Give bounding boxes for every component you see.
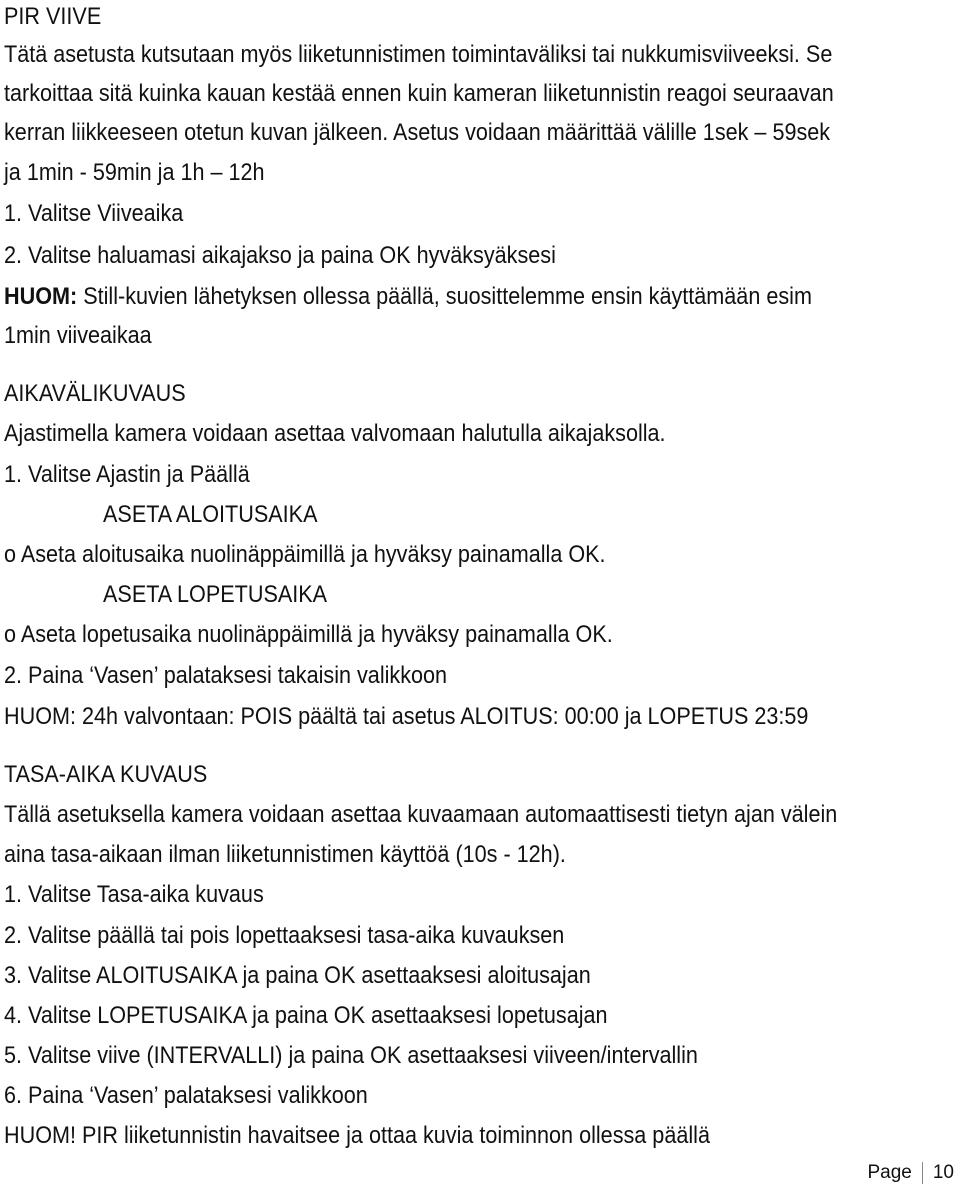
interval-start-heading: ASETA ALOITUSAIKA	[103, 501, 318, 528]
pir-title: PIR VIIVE	[4, 3, 102, 30]
pir-paragraph-line-3: kerran liikkeeseen otetun kuvan jälkeen. Asetus voidaan määrittää välille 1sek – 59sek	[4, 119, 831, 146]
pir-note-text: Still-kuvien lähetyksen ollessa päällä, suosittelemme ensin käyttämään esim	[77, 283, 812, 310]
interval-step-2: 2. Paina ‘Vasen’ palataksesi takaisin valikkoon	[4, 662, 448, 689]
interval-start-text: o Aseta aloitusaika nuolinäppäimillä ja hyväksy painamalla OK.	[4, 541, 606, 568]
timelapse-note: HUOM! PIR liiketunnistin havaitsee ja ottaa kuvia toiminnon ollessa päällä	[4, 1122, 710, 1149]
timelapse-step-1: 1. Valitse Tasa-aika kuvaus	[4, 881, 264, 908]
interval-end-heading: ASETA LOPETUSAIKA	[103, 581, 328, 608]
interval-intro: Ajastimella kamera voidaan asettaa valvomaan halutulla aikajaksolla.	[4, 420, 666, 447]
pir-note-label: HUOM:	[4, 283, 78, 310]
timelapse-step-4: 4. Valitse LOPETUSAIKA ja paina OK asettaaksesi lopetusajan	[4, 1002, 608, 1029]
page-footer	[867, 1161, 954, 1185]
interval-end-text: o Aseta lopetusaika nuolinäppäimillä ja hyväksy painamalla OK.	[4, 621, 613, 648]
timelapse-step-5: 5. Valitse viive (INTERVALLI) ja paina OK asettaaksesi viiveen/intervallin	[4, 1042, 698, 1069]
pir-step-1: 1. Valitse Viiveaika	[4, 200, 184, 227]
timelapse-title: TASA-AIKA KUVAUS	[4, 761, 208, 788]
page-number: 10	[932, 1162, 954, 1183]
interval-step-1: 1. Valitse Ajastin ja Päällä	[4, 461, 250, 488]
timelapse-step-6: 6. Paina ‘Vasen’ palataksesi valikkoon	[4, 1082, 368, 1109]
pir-paragraph-line-4: ja 1min - 59min ja 1h – 12h	[4, 159, 265, 186]
timelapse-intro-line-2: aina tasa-aikaan ilman liiketunnistimen käyttöä (10s - 12h).	[4, 841, 566, 868]
timelapse-step-2: 2. Valitse päällä tai pois lopettaaksesi tasa-aika kuvauksen	[4, 922, 565, 949]
interval-note: HUOM: 24h valvontaan: POIS päältä tai asetus ALOITUS: 00:00 ja LOPETUS 23:59	[4, 703, 809, 730]
pir-note	[4, 282, 812, 312]
interval-title: AIKAVÄLIKUVAUS	[4, 380, 186, 407]
timelapse-step-3: 3. Valitse ALOITUSAIKA ja paina OK asettaaksesi aloitusajan	[4, 962, 591, 989]
pir-note-continuation: 1min viiveaikaa	[4, 322, 152, 349]
timelapse-intro-line-1: Tällä asetuksella kamera voidaan asettaa kuvaamaan automaattisesti tietyn ajan välein	[4, 801, 838, 828]
pir-paragraph-line-2: tarkoittaa sitä kuinka kauan kestää ennen kuin kameran liiketunnistin reagoi seuraavan	[4, 80, 834, 107]
page-label: Page	[867, 1162, 912, 1183]
pir-paragraph-line-1: Tätä asetusta kutsutaan myös liiketunnistimen toimintaväliksi tai nukkumisviiveeksi. Se	[4, 41, 833, 68]
pir-step-2: 2. Valitse haluamasi aikajakso ja paina OK hyväksyäksesi	[4, 242, 556, 269]
